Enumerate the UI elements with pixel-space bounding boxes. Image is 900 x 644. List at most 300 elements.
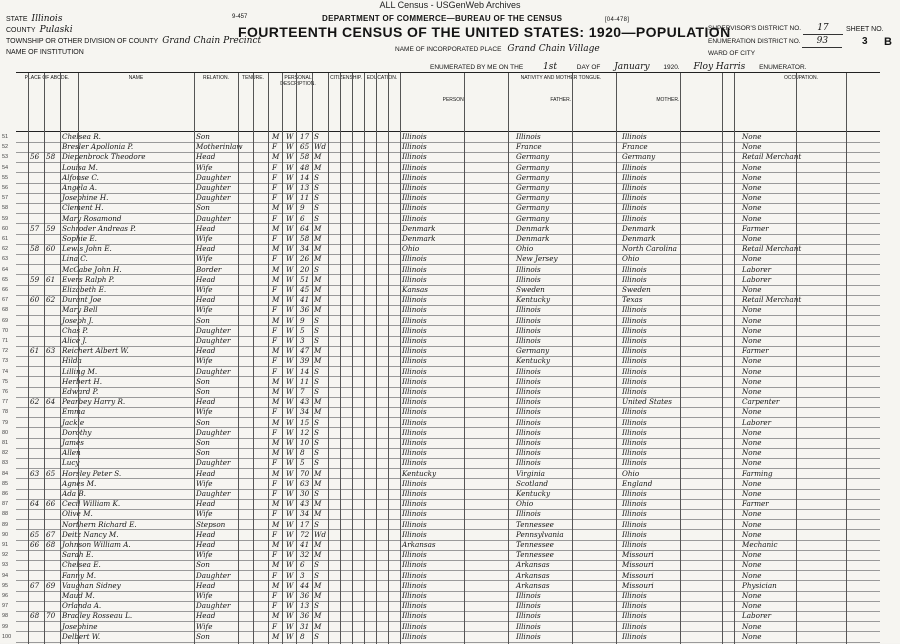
cell-occ: None bbox=[742, 631, 762, 641]
cell-occ: None bbox=[742, 203, 762, 213]
cell-mbirth: Illinois bbox=[622, 366, 647, 376]
cell-age: 30 bbox=[300, 489, 310, 498]
cell-fbirth: Pennsylvania bbox=[516, 529, 564, 539]
cell-age: 7 bbox=[300, 387, 305, 396]
cell-fbirth: Germany bbox=[516, 193, 550, 203]
col-name: NAME bbox=[78, 73, 195, 129]
cell-fbirth: Germany bbox=[516, 346, 550, 356]
cell-occ: None bbox=[742, 142, 762, 152]
cell-mbirth: Illinois bbox=[622, 315, 647, 325]
cell-rel: Wife bbox=[196, 305, 213, 315]
cell-fam: 66 bbox=[46, 499, 56, 509]
cell-ms: M bbox=[314, 254, 322, 264]
cell-n: 85 bbox=[2, 480, 9, 487]
cell-occ: Retail Merchant bbox=[742, 152, 802, 162]
cell-name: Bradley Rosseau L. bbox=[62, 611, 133, 621]
cell-sex: F bbox=[272, 172, 277, 182]
cell-n: 60 bbox=[2, 225, 9, 232]
cell-rel: Wife bbox=[196, 356, 213, 366]
cell-race: W bbox=[286, 162, 294, 172]
cell-race: W bbox=[286, 427, 294, 437]
cell-n: 69 bbox=[2, 317, 9, 324]
cell-race: W bbox=[286, 356, 294, 366]
cell-n: 67 bbox=[2, 297, 9, 304]
cell-sex: M bbox=[272, 152, 280, 162]
cell-ms: M bbox=[314, 305, 322, 315]
cell-sex: M bbox=[272, 274, 280, 284]
cell-occ: None bbox=[742, 621, 762, 631]
enumeration-line: ENUMERATED BY ME ON THE 1st DAY OF January 1920. Floy Harris ENUMERATOR. bbox=[430, 62, 807, 72]
cell-name: Allen bbox=[62, 448, 81, 458]
column-rule bbox=[376, 73, 377, 644]
cell-n: 75 bbox=[2, 378, 9, 385]
cell-fbirth: Germany bbox=[516, 183, 550, 192]
state-value: Illinois bbox=[31, 14, 63, 24]
cell-mbirth: Denmark bbox=[622, 223, 656, 233]
cell-sex: F bbox=[272, 478, 277, 488]
cell-dw: 67 bbox=[30, 580, 40, 590]
cell-mbirth: Illinois bbox=[622, 611, 647, 621]
cell-race: W bbox=[286, 611, 294, 621]
column-rule bbox=[352, 73, 353, 644]
cell-n: 95 bbox=[2, 582, 9, 589]
cell-race: W bbox=[286, 234, 294, 243]
column-rule bbox=[78, 73, 79, 644]
cell-name: Evers Ralph P. bbox=[62, 274, 115, 284]
cell-n: 73 bbox=[2, 358, 9, 365]
cell-n: 96 bbox=[2, 593, 9, 599]
cell-name: Reichert Albert W. bbox=[62, 346, 129, 356]
column-rule bbox=[388, 73, 389, 644]
enumerator-name: Floy Harris bbox=[693, 62, 746, 72]
cell-occ: None bbox=[742, 570, 762, 580]
cell-ms: S bbox=[314, 193, 319, 203]
cell-sex: M bbox=[272, 295, 280, 305]
cell-ms: M bbox=[314, 478, 322, 488]
form-number: 9-457 bbox=[232, 14, 248, 20]
cell-birth: Illinois bbox=[402, 529, 427, 539]
column-rule bbox=[253, 73, 254, 644]
cell-fam: 70 bbox=[46, 611, 56, 621]
cell-rel: Wife bbox=[196, 550, 213, 560]
cell-birth: Illinois bbox=[402, 591, 427, 600]
cell-age: 9 bbox=[300, 203, 305, 213]
cell-age: 10 bbox=[300, 438, 310, 447]
cell-n: 97 bbox=[2, 603, 9, 610]
cell-rel: Wife bbox=[196, 621, 213, 631]
cell-sex: F bbox=[272, 162, 277, 172]
cell-sex: M bbox=[272, 499, 280, 509]
cell-rel: Son bbox=[196, 438, 210, 447]
cell-sex: F bbox=[272, 356, 277, 366]
department-heading: DEPARTMENT OF COMMERCE—BUREAU OF THE CENSUS [04-478] bbox=[322, 14, 630, 23]
cell-rel: Daughter bbox=[196, 427, 231, 437]
cell-rel: Son bbox=[196, 387, 210, 396]
cell-ms: S bbox=[314, 560, 319, 570]
cell-mbirth: Illinois bbox=[622, 336, 647, 345]
cell-occ: Farmer bbox=[742, 499, 769, 509]
cell-birth: Illinois bbox=[402, 621, 427, 631]
column-rule bbox=[194, 73, 195, 644]
cell-race: W bbox=[286, 489, 294, 498]
cell-fbirth: Illinois bbox=[516, 417, 541, 427]
cell-race: W bbox=[286, 336, 294, 345]
cell-n: 70 bbox=[2, 327, 9, 334]
cell-rel: Head bbox=[196, 274, 216, 284]
cell-name: Schroder Andreas P. bbox=[62, 223, 136, 233]
cell-n: 99 bbox=[2, 623, 9, 630]
cell-age: 5 bbox=[300, 458, 305, 468]
cell-birth: Illinois bbox=[402, 438, 427, 447]
cell-birth: Illinois bbox=[402, 458, 427, 468]
cell-fam: 65 bbox=[46, 468, 56, 478]
cell-n: 79 bbox=[2, 419, 9, 426]
cell-mbirth: Illinois bbox=[622, 529, 647, 539]
cell-n: 72 bbox=[2, 348, 9, 355]
cell-birth: Illinois bbox=[402, 550, 427, 560]
cell-ms: S bbox=[314, 132, 319, 141]
cell-n: 68 bbox=[2, 307, 9, 314]
cell-fbirth: Arkansas bbox=[516, 560, 550, 570]
cell-ms: S bbox=[314, 325, 319, 335]
cell-name: Herbert H. bbox=[62, 376, 102, 386]
cell-birth: Illinois bbox=[402, 601, 427, 611]
cell-age: 36 bbox=[300, 591, 310, 600]
cell-birth: Illinois bbox=[402, 254, 427, 264]
cell-occ: Farmer bbox=[742, 223, 769, 233]
cell-rel: Son bbox=[196, 315, 210, 325]
cell-n: 98 bbox=[2, 613, 9, 620]
cell-birth: Illinois bbox=[402, 570, 427, 580]
cell-dw: 56 bbox=[30, 152, 40, 162]
cell-sex: F bbox=[272, 591, 277, 600]
census-title: FOURTEENTH CENSUS OF THE UNITED STATES: 1920—POPULATION bbox=[238, 24, 731, 40]
cell-age: 12 bbox=[300, 427, 310, 437]
cell-mbirth: Missouri bbox=[622, 580, 654, 590]
cell-rel: Head bbox=[196, 468, 216, 478]
cell-n: 82 bbox=[2, 450, 9, 457]
cell-name: Lewis John E. bbox=[62, 244, 112, 254]
cell-mbirth: Illinois bbox=[622, 325, 647, 335]
cell-occ: None bbox=[742, 285, 762, 294]
cell-occ: Mechanic bbox=[742, 540, 778, 549]
cell-occ: None bbox=[742, 448, 762, 458]
cell-rel: Daughter bbox=[196, 193, 231, 203]
cell-birth: Illinois bbox=[402, 397, 427, 407]
cell-fbirth: Illinois bbox=[516, 366, 541, 376]
cell-mbirth: England bbox=[622, 478, 653, 488]
cell-ms: M bbox=[314, 591, 322, 600]
cell-birth: Illinois bbox=[402, 172, 427, 182]
cell-mbirth: Illinois bbox=[622, 387, 647, 396]
cell-birth: Illinois bbox=[402, 346, 427, 356]
cell-ms: M bbox=[314, 346, 322, 356]
cell-mbirth: Illinois bbox=[622, 193, 647, 203]
cell-rel: Daughter bbox=[196, 570, 231, 580]
cell-birth: Illinois bbox=[402, 376, 427, 386]
cell-fbirth: Kentucky bbox=[516, 295, 551, 305]
cell-n: 74 bbox=[2, 368, 9, 375]
cell-mbirth: Denmark bbox=[622, 234, 656, 243]
cell-rel: Daughter bbox=[196, 213, 231, 223]
cell-n: 86 bbox=[2, 491, 9, 497]
cell-occ: None bbox=[742, 387, 762, 396]
cell-occ: None bbox=[742, 183, 762, 192]
cell-ms: M bbox=[314, 550, 322, 560]
column-rule bbox=[328, 73, 329, 644]
cell-age: 36 bbox=[300, 611, 310, 621]
cell-occ: None bbox=[742, 234, 762, 243]
cell-birth: Illinois bbox=[402, 142, 427, 152]
cell-mbirth: Sweden bbox=[622, 285, 651, 294]
cell-age: 72 bbox=[300, 529, 310, 539]
cell-age: 15 bbox=[300, 417, 310, 427]
cell-fbirth: Ohio bbox=[516, 499, 534, 509]
cell-sex: F bbox=[272, 183, 277, 192]
cell-sex: F bbox=[272, 621, 277, 631]
cell-sex: F bbox=[272, 601, 277, 611]
cell-sex: M bbox=[272, 244, 280, 254]
cell-mbirth: Illinois bbox=[622, 305, 647, 315]
cell-occ: None bbox=[742, 325, 762, 335]
cell-mbirth: Illinois bbox=[622, 417, 647, 427]
cell-fbirth: Illinois bbox=[516, 336, 541, 345]
column-rule bbox=[268, 73, 269, 644]
cell-race: W bbox=[286, 295, 294, 305]
cell-rel: Son bbox=[196, 417, 210, 427]
cell-name: Chelsea R. bbox=[62, 132, 101, 141]
cell-name: Sophie E. bbox=[62, 234, 97, 243]
cell-name: Jackie bbox=[62, 417, 85, 427]
cell-ms: M bbox=[314, 356, 322, 366]
cell-mbirth: Illinois bbox=[622, 458, 647, 468]
cell-mbirth: Illinois bbox=[622, 509, 647, 519]
cell-rel: Daughter bbox=[196, 489, 231, 498]
cell-occ: None bbox=[742, 560, 762, 570]
cell-birth: Kansas bbox=[402, 285, 428, 294]
cell-age: 17 bbox=[300, 132, 310, 141]
cell-name: Dorothy bbox=[62, 427, 92, 437]
cell-birth: Illinois bbox=[402, 264, 427, 274]
cell-rel: Head bbox=[196, 540, 216, 549]
cell-name: Chas P. bbox=[62, 325, 89, 335]
cell-occ: None bbox=[742, 162, 762, 172]
cell-n: 66 bbox=[2, 287, 9, 293]
cell-fbirth: Denmark bbox=[516, 223, 550, 233]
cell-rel: Head bbox=[196, 397, 216, 407]
cell-name: Angela A. bbox=[62, 183, 98, 192]
cell-name: Bresler Apollonia P. bbox=[62, 142, 134, 152]
cell-n: 59 bbox=[2, 215, 9, 222]
cell-occ: None bbox=[742, 376, 762, 386]
cell-fbirth: Illinois bbox=[516, 305, 541, 315]
cell-n: 63 bbox=[2, 256, 9, 263]
cell-sex: M bbox=[272, 223, 280, 233]
cell-birth: Illinois bbox=[402, 560, 427, 570]
cell-name: Clement H. bbox=[62, 203, 104, 213]
cell-rel: Wife bbox=[196, 509, 213, 519]
cell-mbirth: Illinois bbox=[622, 346, 647, 356]
cell-n: 51 bbox=[2, 134, 9, 140]
cell-mbirth: Illinois bbox=[622, 376, 647, 386]
cell-fbirth: Virginia bbox=[516, 468, 545, 478]
cell-fbirth: Germany bbox=[516, 152, 550, 162]
cell-fbirth: Illinois bbox=[516, 274, 541, 284]
cell-race: W bbox=[286, 254, 294, 264]
cell-n: 87 bbox=[2, 501, 9, 508]
column-rule bbox=[296, 73, 297, 644]
cell-occ: None bbox=[742, 132, 762, 141]
cell-mbirth: Illinois bbox=[622, 601, 647, 611]
cell-race: W bbox=[286, 438, 294, 447]
cell-birth: Illinois bbox=[402, 336, 427, 345]
cell-rel: Daughter bbox=[196, 336, 231, 345]
cell-age: 11 bbox=[300, 193, 310, 203]
cell-sex: F bbox=[272, 529, 277, 539]
cell-fbirth: Illinois bbox=[516, 264, 541, 274]
cell-mbirth: Illinois bbox=[622, 519, 647, 529]
cell-race: W bbox=[286, 213, 294, 223]
cell-fbirth: Illinois bbox=[516, 427, 541, 437]
cell-sex: M bbox=[272, 346, 280, 356]
cell-fam: 63 bbox=[46, 346, 56, 356]
cell-age: 51 bbox=[300, 274, 310, 284]
cell-rel: Daughter bbox=[196, 172, 231, 182]
cell-name: Horsley Peter S. bbox=[62, 468, 122, 478]
cell-race: W bbox=[286, 376, 294, 386]
cell-mbirth: Illinois bbox=[622, 631, 647, 641]
cell-birth: Illinois bbox=[402, 295, 427, 305]
cell-sex: M bbox=[272, 387, 280, 396]
cell-sex: F bbox=[272, 427, 277, 437]
cell-n: 62 bbox=[2, 246, 9, 253]
cell-age: 5 bbox=[300, 325, 305, 335]
cell-occ: Laborer bbox=[742, 274, 772, 284]
cell-n: 92 bbox=[2, 552, 9, 559]
cell-fbirth: Illinois bbox=[516, 407, 541, 417]
cell-age: 34 bbox=[300, 509, 310, 519]
cell-birth: Illinois bbox=[402, 213, 427, 223]
cell-age: 31 bbox=[300, 621, 310, 631]
cell-dw: 66 bbox=[30, 540, 40, 549]
cell-age: 3 bbox=[300, 336, 305, 345]
cell-race: W bbox=[286, 458, 294, 468]
cell-ms: M bbox=[314, 580, 322, 590]
cell-occ: None bbox=[742, 172, 762, 182]
cell-rel: Son bbox=[196, 376, 210, 386]
cell-fbirth: Illinois bbox=[516, 387, 541, 396]
cell-name: Deitz Nancy M. bbox=[62, 529, 119, 539]
cell-occ: None bbox=[742, 509, 762, 519]
cell-rel: Head bbox=[196, 529, 216, 539]
column-rule bbox=[572, 73, 573, 644]
cell-birth: Illinois bbox=[402, 356, 427, 366]
cell-ms: M bbox=[314, 468, 322, 478]
township-value: Grand Chain Precinct bbox=[162, 36, 262, 46]
cell-birth: Denmark bbox=[402, 223, 436, 233]
cell-fbirth: Scotland bbox=[516, 478, 548, 488]
cell-n: 57 bbox=[2, 195, 9, 202]
cell-name: Olive M. bbox=[62, 509, 93, 519]
cell-occ: Farming bbox=[742, 468, 773, 478]
cell-ms: M bbox=[314, 509, 322, 519]
cell-age: 8 bbox=[300, 448, 305, 458]
cell-n: 83 bbox=[2, 460, 9, 467]
cell-rel: Son bbox=[196, 448, 210, 458]
cell-birth: Illinois bbox=[402, 193, 427, 203]
cell-mbirth: Illinois bbox=[622, 621, 647, 631]
cell-sex: M bbox=[272, 540, 280, 549]
cell-ms: S bbox=[314, 336, 319, 345]
cell-fbirth: Germany bbox=[516, 213, 550, 223]
cell-race: W bbox=[286, 509, 294, 519]
cell-age: 8 bbox=[300, 631, 305, 641]
cell-name: Johnson William A. bbox=[62, 540, 131, 549]
cell-ms: S bbox=[314, 213, 319, 223]
cell-fbirth: Illinois bbox=[516, 601, 541, 611]
cell-rel: Daughter bbox=[196, 458, 231, 468]
cell-mbirth: Illinois bbox=[622, 274, 647, 284]
cell-n: 90 bbox=[2, 531, 9, 538]
cell-occ: Farmer bbox=[742, 346, 769, 356]
table-row bbox=[2, 631, 880, 643]
cell-mbirth: Germany bbox=[622, 152, 656, 162]
cell-mbirth: France bbox=[622, 142, 648, 152]
cell-race: W bbox=[286, 203, 294, 213]
cell-name: Delbert W. bbox=[62, 631, 101, 641]
cell-birth: Illinois bbox=[402, 366, 427, 376]
cell-n: 64 bbox=[2, 266, 9, 273]
cell-ms: S bbox=[314, 519, 319, 529]
cell-birth: Illinois bbox=[402, 387, 427, 396]
cell-name: Edward P. bbox=[62, 387, 99, 396]
cell-sex: F bbox=[272, 234, 277, 243]
cell-fbirth: Illinois bbox=[516, 325, 541, 335]
cell-race: W bbox=[286, 193, 294, 203]
cell-name: Cecil William K. bbox=[62, 499, 121, 509]
cell-n: 65 bbox=[2, 276, 9, 283]
cell-name: McCabe John H. bbox=[62, 264, 122, 274]
cell-rel: Son bbox=[196, 203, 210, 213]
col-education: EDUCATION. bbox=[364, 73, 401, 129]
cell-rel: Daughter bbox=[196, 325, 231, 335]
cell-n: 76 bbox=[2, 389, 9, 395]
cell-age: 63 bbox=[300, 478, 310, 488]
cell-occ: None bbox=[742, 213, 762, 223]
cell-sex: M bbox=[272, 611, 280, 621]
cell-fbirth: Illinois bbox=[516, 132, 541, 141]
cell-race: W bbox=[286, 366, 294, 376]
cell-occ: Laborer bbox=[742, 611, 772, 621]
column-rule bbox=[28, 73, 29, 644]
cell-sex: F bbox=[272, 489, 277, 498]
cell-birth: Illinois bbox=[402, 325, 427, 335]
cell-sex: M bbox=[272, 315, 280, 325]
cell-age: 13 bbox=[300, 183, 310, 192]
cell-occ: None bbox=[742, 601, 762, 611]
cell-mbirth: Illinois bbox=[622, 427, 647, 437]
cell-race: W bbox=[286, 387, 294, 396]
cell-mbirth: United States bbox=[622, 397, 672, 407]
cell-occ: None bbox=[742, 438, 762, 447]
cell-ms: M bbox=[314, 162, 322, 172]
watermark: ALL Census - USGenWeb Archives bbox=[379, 0, 521, 10]
cell-rel: Wife bbox=[196, 162, 213, 172]
cell-fbirth: Illinois bbox=[516, 397, 541, 407]
cell-sex: M bbox=[272, 132, 280, 141]
cell-race: W bbox=[286, 601, 294, 611]
column-rule bbox=[60, 73, 61, 644]
